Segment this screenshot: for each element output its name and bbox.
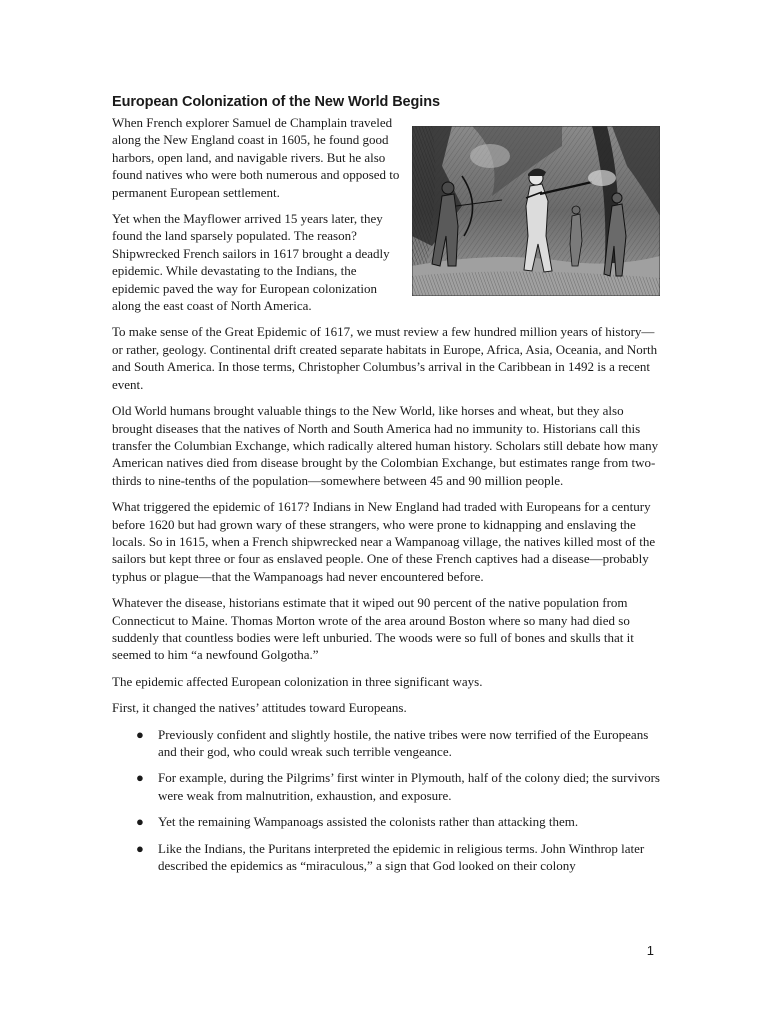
- bullet-icon: ●: [136, 726, 144, 742]
- paragraph-4: Old World humans brought valuable things to the New World, like horses and wheat, but they also brought diseases that the natives of North and South America had no immunity to. Historians call this transfer the Columbian Exchange, which radically altered human history. Scholars still debate how many American natives died from disease brought by the Colombian Exchange, but estimates range from two-thirds to nine-tenths of the population—somewhere between 45 and 90 million people.: [112, 403, 659, 488]
- paragraph-8: First, it changed the natives’ attitudes toward Europeans.: [112, 700, 407, 716]
- list-item: [112, 726, 660, 761]
- paragraph-intro-2: Yet when the Mayflower arrived 15 years later, they found the land sparsely populated. The reason? Shipwrecked French sailors in 1617 brought a deadly epidemic. While devastating to the Indians, the epidemic paved the way for European colonization along the east coast of North America.: [112, 211, 390, 314]
- bullet-icon: ●: [136, 840, 144, 856]
- document-page: [112, 92, 660, 883]
- paragraph-3: To make sense of the Great Epidemic of 1617, we must review a few hundred million years of history—or rather, geology. Continental drift created separate habitats in Europe, Africa, Asia, Oceania, and North and South America. In those terms, Christopher Columbus’s arrival in the Caribbean in 1492 is a recent event.: [112, 324, 658, 392]
- intro-section: [112, 114, 660, 314]
- engraving-illustration: [412, 126, 660, 296]
- bullet-list: [112, 726, 660, 875]
- list-item-text: For example, during the Pilgrims’ first winter in Plymouth, half of the colony died; the survivors were weak from malnutrition, exhaustion, and exposure.: [158, 770, 660, 803]
- list-item: [112, 769, 660, 804]
- article-title: European Colonization of the New World Begins: [112, 94, 440, 110]
- paragraph-5: What triggered the epidemic of 1617? Indians in New England had traded with Europeans for a century before 1620 but had grown wary of these strangers, who were prone to kidnapping and enslaving the locals. So in 1615, when a French shipwrecked near a Wampanoag village, the natives killed most of the sailors but kept three or four as enslaved people. One of these French captives had a disease—probably typhus or plague—that the Wampanoags had never encountered before.: [112, 499, 656, 584]
- paragraph-intro-1: When French explorer Samuel de Champlain traveled along the New England coast in 1605, he found good harbors, open land, and navigable rivers. But he also found natives who were both numerous and opposed to permanent European settlement.: [112, 115, 400, 200]
- page-number: 1: [646, 943, 654, 958]
- list-item: [112, 840, 660, 875]
- list-item-text: Like the Indians, the Puritans interpreted the epidemic in religious terms. John Winthrop later described the epidemics as “miraculous,” a sign that God looked on their colony: [158, 840, 645, 874]
- bullet-icon: ●: [136, 814, 144, 830]
- paragraph-6: Whatever the disease, historians estimate that it wiped out 90 percent of the native population from Connecticut to Maine. Thomas Morton wrote of the area around Boston where so many had died so suddenly that countless bodies were left unburied. The woods were so full of bones and skulls that it seemed to him “a newfound Golgotha.”: [112, 595, 634, 663]
- list-item: [112, 813, 660, 830]
- list-item-text: Previously confident and slightly hostile, the native tribes were now terrified of the Europeans and their god, who could wreak such terrible vengeance.: [158, 726, 649, 759]
- bullet-icon: ●: [136, 770, 144, 786]
- paragraph-7: The epidemic affected European colonization in three significant ways.: [112, 673, 483, 689]
- list-item-text: Yet the remaining Wampanoags assisted the colonists rather than attacking them.: [158, 814, 579, 830]
